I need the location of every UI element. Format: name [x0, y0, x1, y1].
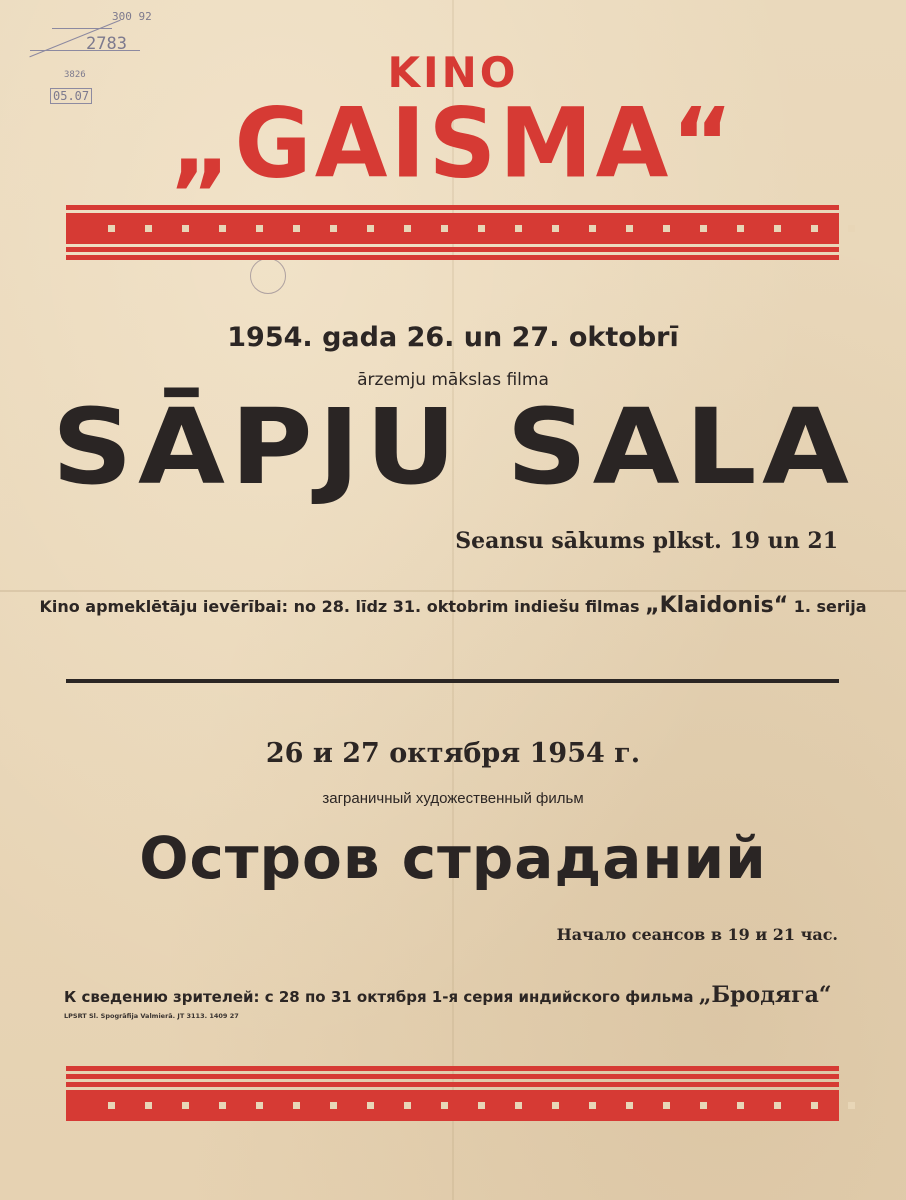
- perforation-square: [108, 225, 115, 232]
- film-strip-bar-bottom: [66, 1066, 839, 1122]
- russian-film-type: заграничный художественный фильм: [322, 790, 584, 807]
- archive-box-label: 05.07: [50, 88, 92, 104]
- bar-stripe: [66, 1066, 839, 1071]
- kino-heading: KINO: [387, 48, 519, 97]
- bar-stripe: [66, 205, 839, 210]
- perforation-square: [848, 225, 855, 232]
- archive-scribble: [52, 28, 112, 29]
- perforation-square: [293, 1102, 300, 1109]
- perforation-square: [848, 1102, 855, 1109]
- archive-number-small: 3826: [64, 70, 86, 80]
- perforation-square: [589, 1102, 596, 1109]
- perforation-square: [774, 225, 781, 232]
- perforation-square: [441, 225, 448, 232]
- latvian-notice-text: Kino apmeklētāju ievērībai: no 28. līdz 31. oktobrim indiešu filmas: [39, 597, 640, 616]
- perforation-square: [552, 225, 559, 232]
- perforation-square: [663, 225, 670, 232]
- perforation-square: [219, 225, 226, 232]
- perforation-square: [700, 225, 707, 232]
- bar-stripe: [66, 247, 839, 252]
- perforation-square: [367, 1102, 374, 1109]
- perforation-square: [663, 1102, 670, 1109]
- archive-number-top: 300 92: [112, 10, 152, 23]
- perforation-square: [182, 1102, 189, 1109]
- bar-stripe: [66, 1082, 839, 1087]
- russian-date: 26 и 27 октября 1954 г.: [265, 738, 641, 769]
- russian-notice-text: К сведению зрителей: с 28 по 31 октября 1-я серия индийского фильма: [64, 988, 694, 1006]
- perforation-square: [700, 1102, 707, 1109]
- bar-stripe: [66, 1074, 839, 1079]
- latvian-film-type: ārzemju mākslas filma: [357, 370, 549, 390]
- perforation-square: [330, 1102, 337, 1109]
- latvian-date: 1954. gada 26. un 27. oktobrī: [227, 322, 679, 353]
- perforation-square: [441, 1102, 448, 1109]
- latvian-notice-series: 1. serija: [793, 597, 867, 616]
- cinema-name: „GAISMA“: [169, 88, 737, 201]
- latvian-notice: [0, 593, 906, 618]
- perforation-square: [737, 225, 744, 232]
- perforation-square: [552, 1102, 559, 1109]
- perforation-square: [256, 1102, 263, 1109]
- perforation-square: [108, 1102, 115, 1109]
- perforation-square: [145, 1102, 152, 1109]
- russian-notice: [64, 982, 832, 1008]
- latvian-showtimes: Seansu sākums plkst. 19 un 21: [455, 528, 838, 554]
- perforation-square: [404, 1102, 411, 1109]
- printer-imprint: LPSRT Sl. Spogrāfija Valmierā. JT 3113. 1409 27: [64, 1012, 239, 1020]
- perforation-square: [811, 1102, 818, 1109]
- archive-number-main: 2783: [86, 34, 127, 54]
- perforation-square: [589, 225, 596, 232]
- perforation-square: [404, 225, 411, 232]
- perforation-square: [774, 1102, 781, 1109]
- perforation-square: [182, 225, 189, 232]
- perforation-square: [515, 1102, 522, 1109]
- perforation-square: [626, 225, 633, 232]
- russian-film-title: Остров страданий: [139, 824, 767, 892]
- perforation-square: [330, 225, 337, 232]
- perforation-square: [256, 225, 263, 232]
- perforation-square: [478, 1102, 485, 1109]
- perforation-square: [219, 1102, 226, 1109]
- perforation-square: [145, 225, 152, 232]
- library-stamp: [250, 258, 286, 294]
- perforation-square: [626, 1102, 633, 1109]
- latvian-notice-film: „Klaidonis“: [645, 593, 789, 618]
- perforation-square: [515, 225, 522, 232]
- film-strip-bar-top: [66, 205, 839, 261]
- perforation-square: [737, 1102, 744, 1109]
- perforation-square: [367, 225, 374, 232]
- perforation-square: [811, 225, 818, 232]
- perforation-square: [478, 225, 485, 232]
- latvian-film-title: SĀPJU SALA: [51, 386, 855, 508]
- russian-showtimes: Начало сеансов в 19 и 21 час.: [556, 925, 838, 944]
- bar-stripe: [66, 255, 839, 260]
- section-divider: [66, 679, 839, 683]
- perforation-square: [293, 225, 300, 232]
- russian-notice-film: „Бродяга“: [698, 982, 832, 1008]
